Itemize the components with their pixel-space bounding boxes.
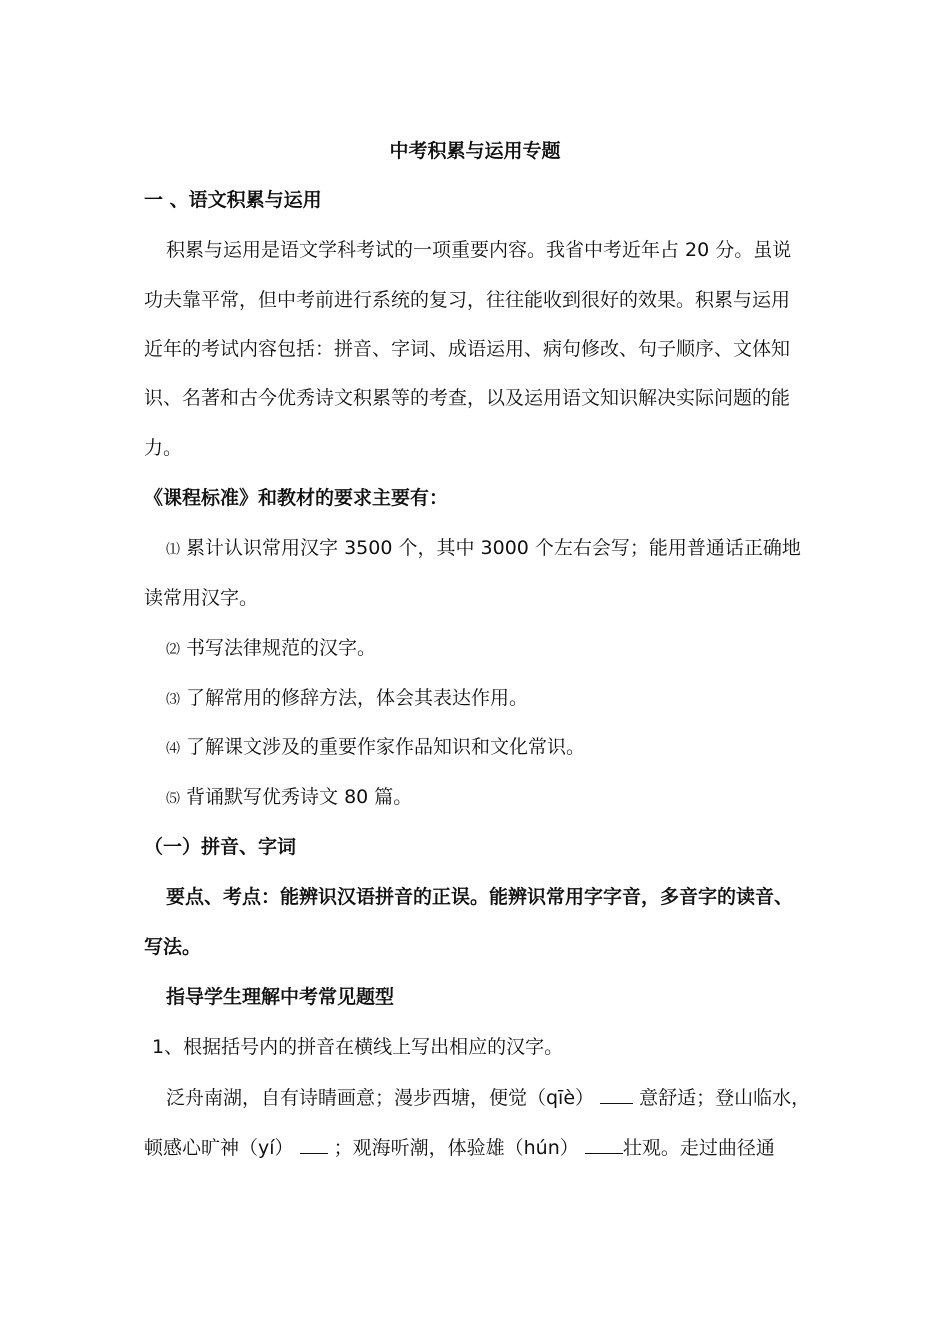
answer-blank[interactable] <box>300 1133 328 1154</box>
passage-line <box>144 1133 802 1161</box>
passage-text: 泛舟南湖，自有诗睛画意；漫步西塘，便觉（qīè） <box>166 1087 595 1109</box>
standard-item-continued: 读常用汉字。 <box>144 587 259 609</box>
item-number: ⑸ <box>166 791 180 807</box>
passage-line <box>166 1083 811 1111</box>
item-number: ⑶ <box>166 692 180 708</box>
passage-text: 顿感心旷神（yí） <box>144 1137 294 1159</box>
answer-blank[interactable] <box>585 1133 623 1154</box>
item-number: ⑴ <box>166 542 180 558</box>
intro-line: 近年的考试内容包括：拼音、字词、成语运用、病句修改、句子顺序、文体知 <box>144 338 791 360</box>
section-heading: 一 、语文积累与运用 <box>144 189 322 211</box>
standard-item <box>166 535 802 563</box>
intro-line: 力。 <box>144 437 183 459</box>
standard-item <box>166 734 802 762</box>
passage-text: 意舒适；登山临水， <box>639 1087 811 1109</box>
item-text: 了解常用的修辞方法，体会其表达作用。 <box>186 687 529 709</box>
passage-text: 壮观。走过曲径通 <box>622 1137 775 1159</box>
item-text: 累计认识常用汉字 3500 个，其中 3000 个左右会写；能用普通话正确地 <box>186 537 801 559</box>
standard-item <box>166 685 802 713</box>
key-points-line: 写法。 <box>144 936 202 958</box>
item-text: 书写法律规范的汉字。 <box>186 637 377 659</box>
key-points-line: 要点、考点：能辨识汉语拼音的正误。能辨识常用字字音，多音字的读音、 <box>166 886 794 908</box>
item-text: 了解课文涉及的重要作家作品知识和文化常识。 <box>186 736 586 758</box>
standards-heading: 《课程标准》和教材的要求主要有： <box>144 487 449 509</box>
question-1: 1、根据括号内的拼音在横线上写出相应的汉字。 <box>152 1036 564 1058</box>
intro-line: 积累与运用是语文学科考试的一项重要内容。我省中考近年占 20 分。虽说 <box>166 239 792 261</box>
page-title: 中考积累与运用专题 <box>389 140 561 162</box>
answer-blank[interactable] <box>600 1083 633 1104</box>
item-number: ⑵ <box>166 642 180 658</box>
standard-item <box>166 784 802 812</box>
item-text: 背诵默写优秀诗文 80 篇。 <box>186 786 413 808</box>
item-number: ⑷ <box>166 741 180 757</box>
subsection-heading: （一）拼音、字词 <box>144 836 297 858</box>
guide-heading: 指导学生理解中考常见题型 <box>166 986 395 1008</box>
standard-item <box>166 635 802 663</box>
intro-line: 功夫靠平常，但中考前进行系统的复习，往往能收到很好的效果。积累与运用 <box>144 289 791 311</box>
intro-line: 识、名著和古今优秀诗文积累等的考查，以及运用语文知识解决实际问题的能 <box>144 387 791 409</box>
passage-text: ；观海听潮，体验雄（hún） <box>333 1137 579 1159</box>
